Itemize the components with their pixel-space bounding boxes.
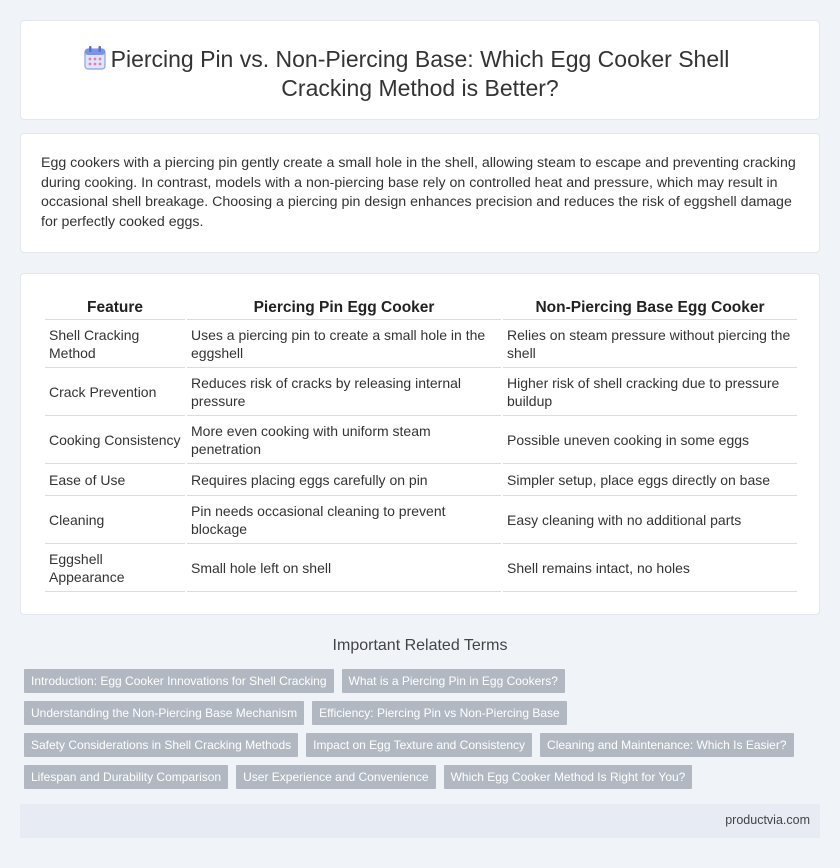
header-piercing-pin: Piercing Pin Egg Cooker (187, 296, 501, 320)
header-feature: Feature (45, 296, 185, 320)
table-row (45, 464, 797, 496)
footer (20, 804, 820, 838)
comparison-table (43, 296, 799, 592)
related-tags-row (24, 733, 794, 757)
feature-cell: Shell Cracking Method (45, 320, 185, 368)
non-piercing-cell: Simpler setup, place eggs directly on base (503, 464, 797, 496)
piercing-pin-cell: Uses a piercing pin to create a small hole in the eggshell (187, 320, 501, 368)
table-header-row (45, 296, 797, 320)
footer-site-link[interactable]: productvia.com (725, 813, 810, 827)
feature-cell: Ease of Use (45, 464, 185, 496)
piercing-pin-cell: Requires placing eggs carefully on pin (187, 464, 501, 496)
table-row (45, 368, 797, 416)
piercing-pin-cell: Reduces risk of cracks by releasing internal pressure (187, 368, 501, 416)
related-tag[interactable]: Understanding the Non-Piercing Base Mechanism (24, 701, 304, 725)
related-tags-row (24, 669, 565, 693)
related-tag[interactable]: Safety Considerations in Shell Cracking Methods (24, 733, 298, 757)
related-tag[interactable]: Introduction: Egg Cooker Innovations for Shell Cracking (24, 669, 334, 693)
related-tag[interactable]: Lifespan and Durability Comparison (24, 765, 228, 789)
related-tags-row (24, 701, 567, 725)
page-title: Piercing Pin vs. Non-Piercing Base: Which Egg Cooker Shell Cracking Method is Better? (110, 46, 730, 101)
related-terms-heading: Important Related Terms (332, 637, 508, 654)
feature-cell: Crack Prevention (45, 368, 185, 416)
comparison-card (20, 273, 820, 615)
header-card (20, 20, 820, 120)
related-tag[interactable]: Which Egg Cooker Method Is Right for You? (444, 765, 693, 789)
non-piercing-cell: Easy cleaning with no additional parts (503, 496, 797, 544)
piercing-pin-cell: More even cooking with uniform steam penetration (187, 416, 501, 464)
related-tag[interactable]: What is a Piercing Pin in Egg Cookers? (342, 669, 565, 693)
piercing-pin-cell: Pin needs occasional cleaning to prevent blockage (187, 496, 501, 544)
related-tags-row (24, 765, 692, 789)
related-tag[interactable]: Cleaning and Maintenance: Which Is Easier? (540, 733, 793, 757)
intro-card (20, 133, 820, 253)
piercing-pin-cell: Small hole left on shell (187, 544, 501, 592)
table-row (45, 320, 797, 368)
non-piercing-cell: Shell remains intact, no holes (503, 544, 797, 592)
non-piercing-cell: Possible uneven cooking in some eggs (503, 416, 797, 464)
table-row (45, 496, 797, 544)
non-piercing-cell: Relies on steam pressure without piercing the shell (503, 320, 797, 368)
table-row (45, 544, 797, 592)
feature-cell: Cooking Consistency (45, 416, 185, 464)
feature-cell: Cleaning (45, 496, 185, 544)
related-tag[interactable]: User Experience and Convenience (236, 765, 435, 789)
table-row (45, 416, 797, 464)
intro-paragraph: Egg cookers with a piercing pin gently create a small hole in the shell, allowing steam to escape and preventing cracking during cooking. In contrast, models with a non-piercing base rely on controlled heat and pressure, which may result in occasional shell breakage. Choosing a piercing pin design enhances precision and reduces the risk of eggshell damage for perfectly cooked eggs. (41, 155, 796, 230)
header-non-piercing-base: Non-Piercing Base Egg Cooker (503, 296, 797, 320)
related-tag[interactable]: Impact on Egg Texture and Consistency (306, 733, 532, 757)
non-piercing-cell: Higher risk of shell cracking due to pressure buildup (503, 368, 797, 416)
related-tag[interactable]: Efficiency: Piercing Pin vs Non-Piercing Base (312, 701, 567, 725)
feature-cell: Eggshell Appearance (45, 544, 185, 592)
